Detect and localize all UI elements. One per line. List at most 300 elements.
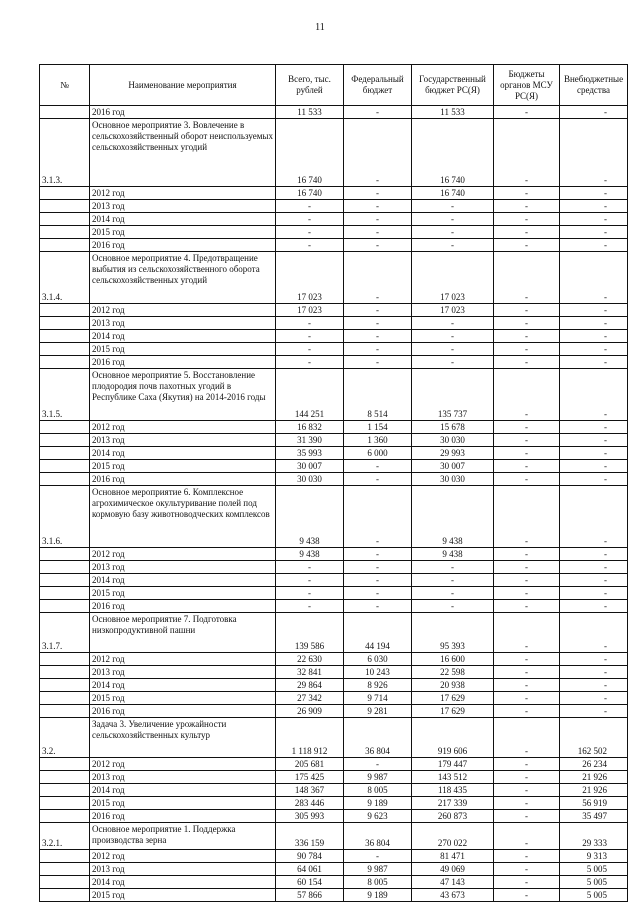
cell-extra: - [560,119,628,187]
cell-federal: 6 000 [344,447,412,460]
cell-local: - [494,330,560,343]
cell-total: 26 909 [276,705,344,718]
cell-local: - [494,460,560,473]
cell-federal: 36 804 [344,718,412,758]
cell-state: 118 435 [412,784,494,797]
table-row [40,473,628,486]
cell-state: 17 023 [412,304,494,317]
cell-federal: - [344,600,412,613]
cell-federal: 9 987 [344,771,412,784]
cell-extra: 56 919 [560,797,628,810]
cell-num [40,421,90,434]
cell-state: 9 438 [412,548,494,561]
cell-state: 30 007 [412,460,494,473]
cell-federal: - [344,356,412,369]
cell-state: - [412,343,494,356]
cell-federal: - [344,587,412,600]
cell-federal: - [344,252,412,304]
cell-state: 16 600 [412,653,494,666]
cell-total: - [276,239,344,252]
cell-extra: 5 005 [560,889,628,902]
cell-federal: 9 987 [344,863,412,876]
cell-federal: - [344,473,412,486]
cell-state: - [412,587,494,600]
cell-total: 90 784 [276,850,344,863]
cell-total: - [276,574,344,587]
cell-federal: - [344,486,412,548]
cell-num [40,692,90,705]
cell-total: 35 993 [276,447,344,460]
cell-extra: - [560,317,628,330]
cell-extra: - [560,447,628,460]
cell-total: - [276,226,344,239]
cell-num [40,213,90,226]
cell-federal: 8 005 [344,784,412,797]
table-row [40,850,628,863]
cell-extra: 162 502 [560,718,628,758]
cell-total: 16 832 [276,421,344,434]
cell-num [40,106,90,119]
cell-local: - [494,252,560,304]
cell-federal: 9 189 [344,889,412,902]
cell-name: 2016 год [90,473,276,486]
cell-name: 2012 год [90,187,276,200]
cell-local: - [494,574,560,587]
table-row [40,187,628,200]
cell-federal: - [344,460,412,473]
cell-federal: - [344,304,412,317]
cell-local: - [494,106,560,119]
cell-name: Основное мероприятие 3. Вовлечение в сельскохозяйственный оборот неиспользуемых сельскохозяйственных угодий [90,119,276,187]
cell-extra: - [560,548,628,561]
cell-local: - [494,823,560,850]
cell-name: 2013 год [90,434,276,447]
table-row [40,587,628,600]
table-row [40,356,628,369]
cell-extra: - [560,187,628,200]
header-name: Наименование мероприятия [90,65,276,106]
cell-num: 3.1.6. [40,486,90,548]
cell-local: - [494,797,560,810]
cell-federal: 8 005 [344,876,412,889]
cell-name: 2015 год [90,460,276,473]
cell-name: 2015 год [90,226,276,239]
cell-state: 270 022 [412,823,494,850]
cell-local: - [494,304,560,317]
cell-state: - [412,226,494,239]
cell-federal: 1 154 [344,421,412,434]
cell-num [40,473,90,486]
cell-name: 2014 год [90,447,276,460]
cell-local: - [494,863,560,876]
cell-num [40,330,90,343]
cell-num [40,548,90,561]
table-row [40,797,628,810]
cell-extra: - [560,434,628,447]
cell-total: - [276,213,344,226]
cell-name: 2013 год [90,666,276,679]
cell-total: 148 367 [276,784,344,797]
cell-total: 64 061 [276,863,344,876]
cell-total: 17 023 [276,304,344,317]
cell-num [40,876,90,889]
cell-extra: - [560,600,628,613]
cell-extra: - [560,666,628,679]
cell-extra: - [560,679,628,692]
cell-name: 2013 год [90,863,276,876]
cell-name: 2016 год [90,705,276,718]
cell-state: - [412,200,494,213]
cell-local: - [494,587,560,600]
cell-total: 205 681 [276,758,344,771]
cell-name: 2016 год [90,106,276,119]
cell-local: - [494,561,560,574]
cell-local: - [494,447,560,460]
cell-name: 2012 год [90,304,276,317]
table-row [40,421,628,434]
cell-total: 11 533 [276,106,344,119]
table-row-activity [40,119,628,187]
cell-local: - [494,784,560,797]
cell-federal: - [344,548,412,561]
cell-federal: - [344,758,412,771]
cell-local: - [494,705,560,718]
cell-num [40,784,90,797]
cell-federal: - [344,106,412,119]
table-row [40,863,628,876]
cell-state: - [412,600,494,613]
cell-total: 30 030 [276,473,344,486]
cell-extra: - [560,239,628,252]
cell-name: 2014 год [90,213,276,226]
cell-name: 2014 год [90,330,276,343]
cell-name: 2012 год [90,758,276,771]
table-row [40,434,628,447]
cell-federal: 8 514 [344,369,412,421]
cell-extra: - [560,473,628,486]
cell-num [40,679,90,692]
cell-total: - [276,587,344,600]
cell-num: 3.2.1. [40,823,90,850]
cell-name: 2015 год [90,343,276,356]
cell-name: 2016 год [90,239,276,252]
cell-extra: - [560,653,628,666]
table-row-activity [40,369,628,421]
cell-federal: - [344,574,412,587]
cell-local: - [494,850,560,863]
cell-state: 47 143 [412,876,494,889]
table-row [40,889,628,902]
cell-total: 29 864 [276,679,344,692]
cell-federal: 9 281 [344,705,412,718]
header-extra: Внебюджетные средства [560,65,628,106]
cell-name: 2013 год [90,561,276,574]
cell-state: 17 629 [412,705,494,718]
table-row [40,705,628,718]
cell-extra: 35 497 [560,810,628,823]
cell-local: - [494,486,560,548]
cell-name: 2016 год [90,600,276,613]
table-row [40,447,628,460]
cell-total: 22 630 [276,653,344,666]
cell-extra: - [560,330,628,343]
cell-extra: - [560,304,628,317]
cell-state: 30 030 [412,473,494,486]
cell-num [40,447,90,460]
cell-state: - [412,317,494,330]
cell-total: 32 841 [276,666,344,679]
cell-local: - [494,876,560,889]
table-row [40,460,628,473]
cell-name: 2012 год [90,850,276,863]
cell-local: - [494,666,560,679]
cell-total: - [276,200,344,213]
cell-state: 135 737 [412,369,494,421]
cell-extra: - [560,574,628,587]
cell-num: 3.1.3. [40,119,90,187]
cell-name: 2016 год [90,356,276,369]
cell-num [40,460,90,473]
cell-local: - [494,718,560,758]
cell-local: - [494,119,560,187]
table-row [40,666,628,679]
table-row [40,758,628,771]
cell-federal: - [344,226,412,239]
cell-local: - [494,548,560,561]
cell-num [40,666,90,679]
cell-total: 31 390 [276,434,344,447]
cell-num [40,587,90,600]
cell-extra: - [560,692,628,705]
cell-federal: 9 714 [344,692,412,705]
cell-num [40,343,90,356]
cell-num: 3.2. [40,718,90,758]
cell-name: 2014 год [90,574,276,587]
table-row [40,343,628,356]
cell-num [40,850,90,863]
cell-federal: - [344,119,412,187]
cell-total: - [276,356,344,369]
cell-extra: 9 313 [560,850,628,863]
cell-state: - [412,213,494,226]
cell-local: - [494,679,560,692]
cell-extra: - [560,561,628,574]
cell-extra: 21 926 [560,784,628,797]
cell-name: Основное мероприятие 6. Комплексное агрохимическое окультуривание полей под кормовую базу животноводческих комплексов [90,486,276,548]
header-local: Бюджеты органов МСУ РС(Я) [494,65,560,106]
cell-local: - [494,810,560,823]
cell-local: - [494,434,560,447]
cell-local: - [494,771,560,784]
cell-extra: - [560,252,628,304]
table-row-activity [40,718,628,758]
cell-num [40,797,90,810]
cell-num [40,889,90,902]
cell-num [40,239,90,252]
cell-state: 217 339 [412,797,494,810]
cell-num [40,705,90,718]
cell-federal: 9 623 [344,810,412,823]
cell-num [40,226,90,239]
cell-name: 2014 год [90,679,276,692]
cell-num: 3.1.4. [40,252,90,304]
page-number: 11 [315,22,325,33]
cell-federal: - [344,200,412,213]
cell-num [40,758,90,771]
cell-name: 2012 год [90,421,276,434]
cell-total: 139 586 [276,613,344,653]
cell-total: 30 007 [276,460,344,473]
cell-extra: 29 333 [560,823,628,850]
cell-name: 2014 год [90,784,276,797]
cell-federal: 10 243 [344,666,412,679]
cell-name: 2014 год [90,876,276,889]
cell-extra: - [560,587,628,600]
cell-federal: - [344,330,412,343]
cell-name: Задача 3. Увеличение урожайности сельскохозяйственных культур [90,718,276,758]
header-state: Государственный бюджет РС(Я) [412,65,494,106]
cell-local: - [494,213,560,226]
cell-extra: 5 005 [560,876,628,889]
cell-num [40,356,90,369]
cell-total: 57 866 [276,889,344,902]
cell-total: 283 446 [276,797,344,810]
cell-name: 2012 год [90,548,276,561]
table-row [40,574,628,587]
cell-extra: - [560,356,628,369]
cell-total: - [276,330,344,343]
cell-extra: 26 234 [560,758,628,771]
cell-extra: - [560,343,628,356]
cell-total: 1 118 912 [276,718,344,758]
cell-num [40,771,90,784]
cell-name: 2013 год [90,771,276,784]
table-row-activity [40,252,628,304]
cell-extra: - [560,421,628,434]
table-row-activity [40,486,628,548]
cell-extra: - [560,213,628,226]
cell-extra: - [560,486,628,548]
cell-local: - [494,473,560,486]
header-total: Всего, тыс. рублей [276,65,344,106]
cell-name: 2016 год [90,810,276,823]
cell-local: - [494,239,560,252]
cell-federal: 44 194 [344,613,412,653]
table-row [40,304,628,317]
cell-extra: - [560,226,628,239]
table-row [40,771,628,784]
cell-num [40,317,90,330]
table-row [40,692,628,705]
cell-federal: - [344,213,412,226]
cell-state: 95 393 [412,613,494,653]
cell-federal: - [344,343,412,356]
table-row-activity [40,823,628,850]
table-row [40,200,628,213]
cell-name: 2015 год [90,587,276,600]
cell-state: - [412,574,494,587]
cell-total: 16 740 [276,119,344,187]
cell-extra: 5 005 [560,863,628,876]
cell-num [40,187,90,200]
cell-state: 17 629 [412,692,494,705]
cell-num [40,200,90,213]
cell-total: 60 154 [276,876,344,889]
cell-state: 30 030 [412,434,494,447]
cell-total: 9 438 [276,486,344,548]
cell-federal: - [344,850,412,863]
cell-state: 260 873 [412,810,494,823]
cell-name: 2015 год [90,889,276,902]
cell-num [40,600,90,613]
cell-num [40,574,90,587]
cell-local: - [494,613,560,653]
cell-name: 2012 год [90,653,276,666]
cell-state: 17 023 [412,252,494,304]
cell-num [40,810,90,823]
cell-num [40,863,90,876]
table-row [40,239,628,252]
table-row [40,106,628,119]
cell-num [40,561,90,574]
cell-name: 2015 год [90,692,276,705]
cell-local: - [494,226,560,239]
cell-federal: 6 030 [344,653,412,666]
cell-name: 2013 год [90,317,276,330]
table-row [40,226,628,239]
cell-num: 3.1.5. [40,369,90,421]
cell-name: Основное мероприятие 7. Подготовка низкопродуктивной пашни [90,613,276,653]
cell-name: 2013 год [90,200,276,213]
cell-state: 15 678 [412,421,494,434]
cell-local: - [494,889,560,902]
cell-total: 17 023 [276,252,344,304]
cell-state: - [412,561,494,574]
cell-total: 336 159 [276,823,344,850]
cell-total: 16 740 [276,187,344,200]
cell-federal: - [344,187,412,200]
table-header-row [40,65,628,106]
table-row [40,330,628,343]
cell-total: - [276,600,344,613]
cell-total: - [276,561,344,574]
cell-name: Основное мероприятие 4. Предотвращение выбытия из сельскохозяйственного оборота сельскохозяйственных угодий [90,252,276,304]
cell-num [40,653,90,666]
cell-extra: - [560,200,628,213]
cell-state: 179 447 [412,758,494,771]
table-row [40,653,628,666]
table-row-activity [40,613,628,653]
cell-state: 919 606 [412,718,494,758]
cell-extra: - [560,369,628,421]
cell-federal: 1 360 [344,434,412,447]
cell-state: 143 512 [412,771,494,784]
cell-name: 2015 год [90,797,276,810]
cell-total: 305 993 [276,810,344,823]
table-row [40,548,628,561]
cell-total: - [276,343,344,356]
cell-total: 175 425 [276,771,344,784]
cell-federal: 9 189 [344,797,412,810]
cell-local: - [494,653,560,666]
budget-table [39,64,628,902]
cell-state: 81 471 [412,850,494,863]
cell-state: 16 740 [412,119,494,187]
cell-local: - [494,356,560,369]
table-body [40,106,628,902]
cell-state: 16 740 [412,187,494,200]
cell-local: - [494,758,560,771]
